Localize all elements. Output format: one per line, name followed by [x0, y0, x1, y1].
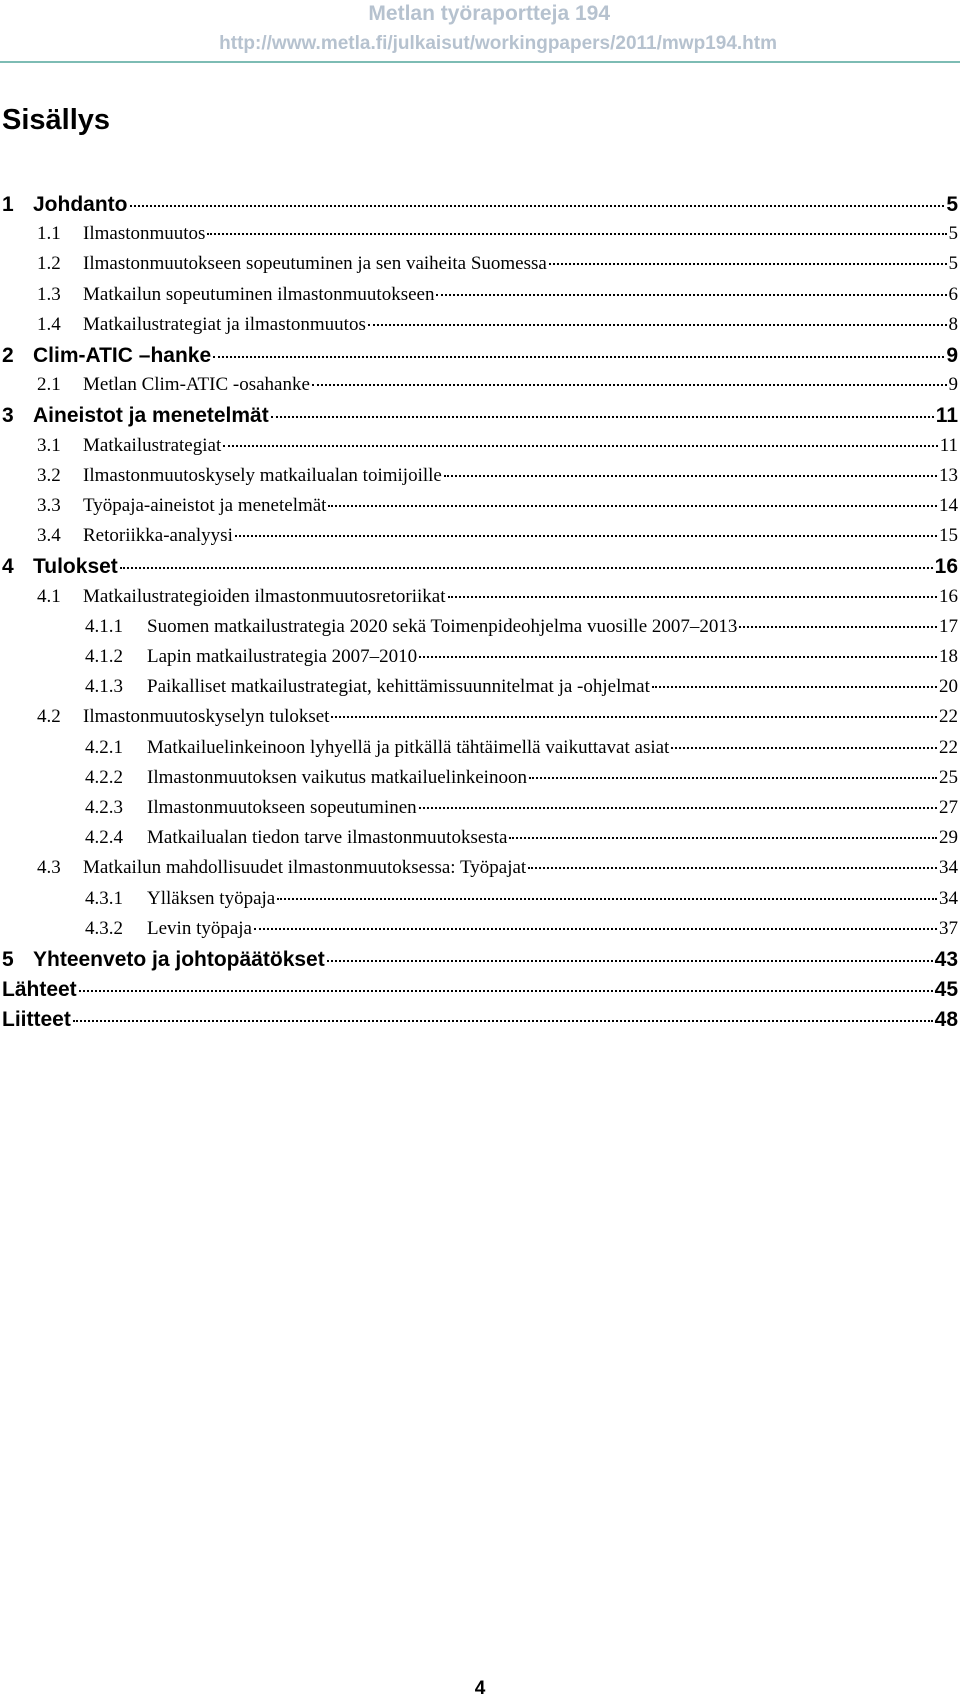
toc-entry[interactable]: [0, 253, 958, 287]
toc-entry[interactable]: [0, 827, 958, 861]
toc-entry[interactable]: [0, 314, 958, 348]
toc-entry-number: 1.3: [37, 283, 61, 305]
toc-entry-number: 4: [2, 555, 14, 579]
toc-entry-number: 4.2.1: [85, 736, 123, 758]
toc-entry[interactable]: [0, 495, 958, 529]
toc-entry[interactable]: [0, 586, 958, 620]
toc-entry-page: 14: [939, 495, 958, 516]
toc-entry-title: Ilmastonmuutos: [83, 223, 206, 245]
toc-entry-page: 15: [939, 525, 958, 547]
toc-entry-title: Liitteet: [2, 1008, 71, 1032]
dot-leader: [312, 384, 947, 386]
toc-entry-title: Suomen matkailustrategia 2020 sekä Toimenpideohjelma vuosille 2007–2013: [147, 615, 738, 637]
toc-entry-page: 48: [934, 1008, 958, 1032]
toc-entry-page: 8: [948, 313, 958, 335]
toc-entry[interactable]: [0, 1008, 958, 1042]
toc-entry-number: 4.2.4: [85, 827, 123, 849]
toc-entry-number: 1.2: [37, 253, 61, 275]
series-title: Metlan työraportteja 194: [368, 2, 610, 25]
toc-entry-page: 20: [939, 676, 958, 698]
dot-leader: [448, 596, 937, 598]
toc-entry-number: 3: [2, 404, 14, 428]
toc-entry[interactable]: [0, 978, 958, 1012]
dot-leader: [331, 716, 937, 718]
toc-entry-number: 5: [2, 948, 14, 971]
series-url: http://www.metla.fi/julkaisut/workingpapers/2011/mwp194.htm: [219, 33, 777, 54]
dot-leader: [444, 475, 937, 477]
toc-entry-number: 2.1: [37, 374, 61, 396]
toc-entry-page: 11: [939, 434, 958, 456]
toc-entry-title: Paikalliset matkailustrategiat, kehittämissuunnitelmat ja -ohjelmat: [147, 676, 650, 698]
dot-leader: [528, 867, 937, 869]
toc-entry[interactable]: [0, 737, 958, 771]
toc-entry[interactable]: [0, 676, 958, 710]
toc-entry-page: 43: [934, 948, 958, 971]
toc-entry-page: 27: [939, 797, 958, 818]
toc-entry-page: 5: [948, 223, 958, 245]
toc-entry-number: 4.2.2: [85, 766, 123, 788]
toc-entry-title: Matkailuelinkeinoon lyhyellä ja pitkällä tähtäimellä vaikuttavat asiat: [147, 736, 670, 758]
toc-entry-page: 22: [939, 736, 958, 758]
toc-entry-number: 1.4: [37, 313, 61, 335]
toc-entry[interactable]: [0, 555, 958, 589]
toc-entry[interactable]: [0, 767, 958, 801]
dot-leader: [368, 324, 947, 326]
toc-entry[interactable]: [0, 284, 958, 318]
toc-entry-title: Aineistot ja menetelmät: [33, 404, 269, 428]
toc-entry-page: 16: [939, 585, 958, 607]
toc-entry-number: 4.2: [37, 706, 61, 728]
toc-entry[interactable]: [0, 857, 958, 891]
dot-leader: [328, 505, 937, 507]
toc-entry-number: 4.3: [37, 857, 61, 879]
toc-entry[interactable]: [0, 465, 958, 499]
dot-leader: [277, 898, 937, 900]
dot-leader: [235, 535, 937, 537]
toc-entry-number: 4.3.2: [85, 917, 123, 939]
toc-entry-title: Ilmastonmuutokseen sopeutuminen: [147, 797, 417, 818]
toc-entry-page: 22: [939, 706, 958, 728]
dot-leader: [419, 656, 937, 658]
toc-entry-page: 17: [939, 615, 958, 637]
toc-entry-page: 9: [948, 374, 958, 396]
toc-entry-title: Retoriikka-analyysi: [83, 525, 233, 547]
running-header: [0, 0, 960, 64]
toc-entry-title: Yhteenveto ja johtopäätökset: [33, 948, 325, 971]
toc-entry[interactable]: [0, 888, 958, 922]
toc-entry[interactable]: [0, 374, 958, 408]
toc-entry-number: 2: [2, 344, 14, 367]
toc-entry-page: 16: [934, 555, 958, 579]
toc-entry-number: 1.1: [37, 223, 61, 245]
toc-entry-page: 6: [948, 283, 958, 305]
toc-entry-page: 5: [946, 193, 958, 216]
toc-entry[interactable]: [0, 646, 958, 680]
dot-leader: [652, 686, 937, 688]
toc-entry[interactable]: [0, 616, 958, 650]
dot-leader: [419, 807, 937, 809]
toc-entry-page: 18: [939, 646, 958, 667]
toc-entry[interactable]: [0, 948, 958, 982]
toc-entry-number: 4.1.1: [85, 615, 123, 637]
dot-leader: [549, 263, 947, 265]
toc-entry-title: Matkailun mahdollisuudet ilmastonmuutoksessa: Työpajat: [83, 857, 527, 879]
toc-entry-title: Lähteet: [2, 978, 77, 1002]
toc-entry-title: Lapin matkailustrategia 2007–2010: [147, 646, 418, 667]
dot-leader: [254, 928, 937, 930]
toc-entry-title: Clim-ATIC –hanke: [33, 344, 212, 367]
toc-entry-number: 4.2.3: [85, 797, 123, 818]
toc-entry-page: 34: [939, 887, 958, 909]
toc-entry-page: 25: [939, 766, 958, 788]
dot-leader: [213, 356, 944, 358]
toc-entry[interactable]: [0, 193, 958, 227]
toc-entry-title: Työpaja-aineistot ja menetelmät: [83, 495, 327, 516]
dot-leader: [436, 294, 946, 296]
toc-entry-title: Tulokset: [33, 555, 118, 579]
toc-entry-title: Matkailustrategiat ja ilmastonmuutos: [83, 313, 366, 335]
toc-entry-number: 4.3.1: [85, 887, 123, 909]
toc-entry-title: Ilmastonmuutoskysely matkailualan toimijoille: [83, 464, 442, 486]
dot-leader: [671, 747, 937, 749]
toc-entry-page: 5: [948, 253, 958, 275]
dot-leader: [120, 567, 933, 569]
page-number: 4: [474, 1678, 486, 1699]
toc-entry[interactable]: [0, 344, 958, 378]
toc-entry-page: 13: [939, 464, 958, 486]
toc-entry-title: Matkailustrategioiden ilmastonmuutosretoriikat: [83, 585, 446, 607]
toc-entry[interactable]: [0, 435, 958, 469]
dot-leader: [327, 960, 933, 962]
toc-entry-number: 4.1.2: [85, 646, 123, 667]
toc-entry-title: Metlan Clim-ATIC -osahanke: [83, 374, 310, 396]
toc-entry-number: 3.4: [37, 525, 61, 547]
toc-entry-title: Ilmastonmuutoskyselyn tulokset: [83, 706, 330, 728]
toc-entry-page: 29: [939, 827, 958, 849]
dot-leader: [207, 233, 946, 235]
toc-entry[interactable]: [0, 706, 958, 740]
header-divider: [0, 61, 960, 63]
toc-entry-page: 37: [939, 917, 958, 939]
toc-entry-title: Levin työpaja: [147, 917, 252, 939]
toc-entry-number: 1: [2, 193, 14, 216]
dot-leader: [509, 837, 937, 839]
toc-entry-number: 3.2: [37, 464, 61, 486]
toc-entry-number: 3.1: [37, 434, 61, 456]
toc-entry[interactable]: [0, 918, 958, 952]
dot-leader: [73, 1020, 933, 1022]
toc-entry[interactable]: [0, 223, 958, 257]
dot-leader: [271, 416, 934, 418]
toc-entry-number: 4.1.3: [85, 676, 123, 698]
toc-entry-title: Ilmastonmuutoksen vaikutus matkailuelinkeinoon: [147, 766, 527, 788]
dot-leader: [739, 626, 937, 628]
toc-entry-page: 34: [939, 857, 958, 879]
toc-entry-title: Matkailun sopeutuminen ilmastonmuutokseen: [83, 283, 435, 305]
toc-entry-page: 11: [935, 404, 958, 428]
toc-entry-title: Matkailualan tiedon tarve ilmastonmuutoksesta: [147, 827, 508, 849]
toc-entry[interactable]: [0, 525, 958, 559]
toc-entry-title: Ylläksen työpaja: [147, 887, 276, 909]
dot-leader: [130, 205, 945, 207]
toc-entry-number: 3.3: [37, 495, 61, 516]
toc-entry-title: Matkailustrategiat: [83, 434, 222, 456]
toc-entry[interactable]: [0, 404, 958, 438]
dot-leader: [79, 990, 933, 992]
toc-entry-title: Ilmastonmuutokseen sopeutuminen ja sen vaiheita Suomessa: [83, 253, 547, 275]
page-title: Sisällys: [2, 104, 111, 136]
toc-entry-number: 4.1: [37, 585, 61, 607]
toc-entry-page: 45: [934, 978, 958, 1002]
dot-leader: [223, 445, 937, 447]
dot-leader: [529, 777, 937, 779]
toc-entry[interactable]: [0, 797, 958, 831]
toc-entry-page: 9: [946, 344, 958, 367]
toc-entry-title: Johdanto: [33, 193, 128, 216]
